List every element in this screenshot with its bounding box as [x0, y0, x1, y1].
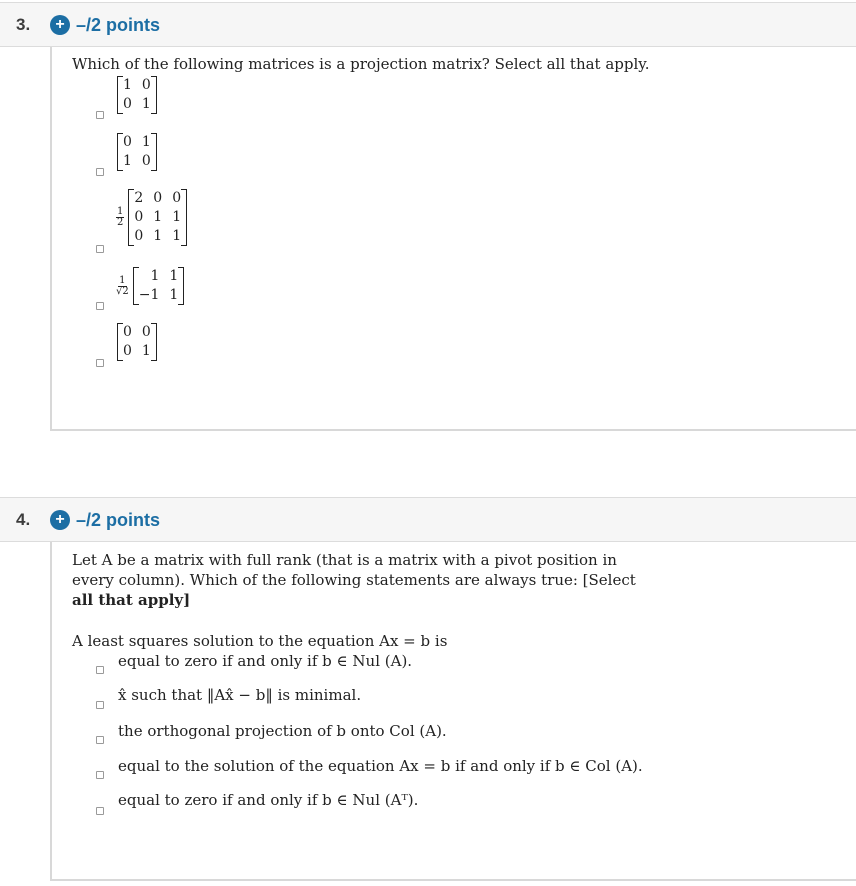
- question-prompt-line: every column). Which of the following statements are always true: [Select: [72, 571, 636, 589]
- option-checkbox[interactable]: [96, 168, 104, 176]
- option-checkbox[interactable]: [96, 666, 104, 674]
- option-checkbox[interactable]: [96, 302, 104, 310]
- option-label: the orthogonal projection of b onto Col (A).: [118, 722, 447, 740]
- question-4-header: [0, 497, 856, 542]
- expand-plus-icon[interactable]: +: [50, 15, 70, 35]
- question-prompt: Which of the following matrices is a projection matrix? Select all that apply.: [72, 55, 650, 73]
- expand-plus-icon[interactable]: +: [50, 510, 70, 530]
- points-label: –/2 points: [76, 510, 161, 530]
- matrix-option: 1 √2 1 1 −1 1: [116, 267, 184, 305]
- option-label: equal to zero if and only if b ∈ Nul (A).: [118, 652, 413, 670]
- question-lead: A least squares solution to the equation Ax = b is: [72, 632, 448, 650]
- question-prompt-line: all that apply]: [72, 591, 191, 609]
- option-label: equal to zero if and only if b ∈ Nul (Aᵀ).: [118, 791, 419, 809]
- option-checkbox[interactable]: [96, 111, 104, 119]
- option-label: x̂ such that ‖Ax̂ − b‖ is minimal.: [118, 686, 362, 704]
- option-checkbox[interactable]: [96, 245, 104, 253]
- option-checkbox[interactable]: [96, 736, 104, 744]
- matrix-option: 0 0 0 1: [117, 323, 157, 361]
- question-prompt-line: Let A be a matrix with full rank (that is a matrix with a pivot position in: [72, 551, 617, 569]
- matrix-option: 1 0 0 1: [117, 76, 157, 114]
- matrix-option: 0 1 1 0: [117, 133, 157, 171]
- question-number: 3.: [16, 15, 31, 34]
- option-checkbox[interactable]: [96, 807, 104, 815]
- option-checkbox[interactable]: [96, 771, 104, 779]
- question-3-header: [0, 2, 856, 47]
- option-checkbox[interactable]: [96, 359, 104, 367]
- question-number: 4.: [16, 510, 31, 529]
- points-label: –/2 points: [76, 15, 161, 35]
- option-label: equal to the solution of the equation Ax = b if and only if b ∈ Col (A).: [118, 757, 643, 775]
- option-checkbox[interactable]: [96, 701, 104, 709]
- matrix-option: 1 2 2 0 0 0 1 1 0 1 1: [116, 189, 187, 246]
